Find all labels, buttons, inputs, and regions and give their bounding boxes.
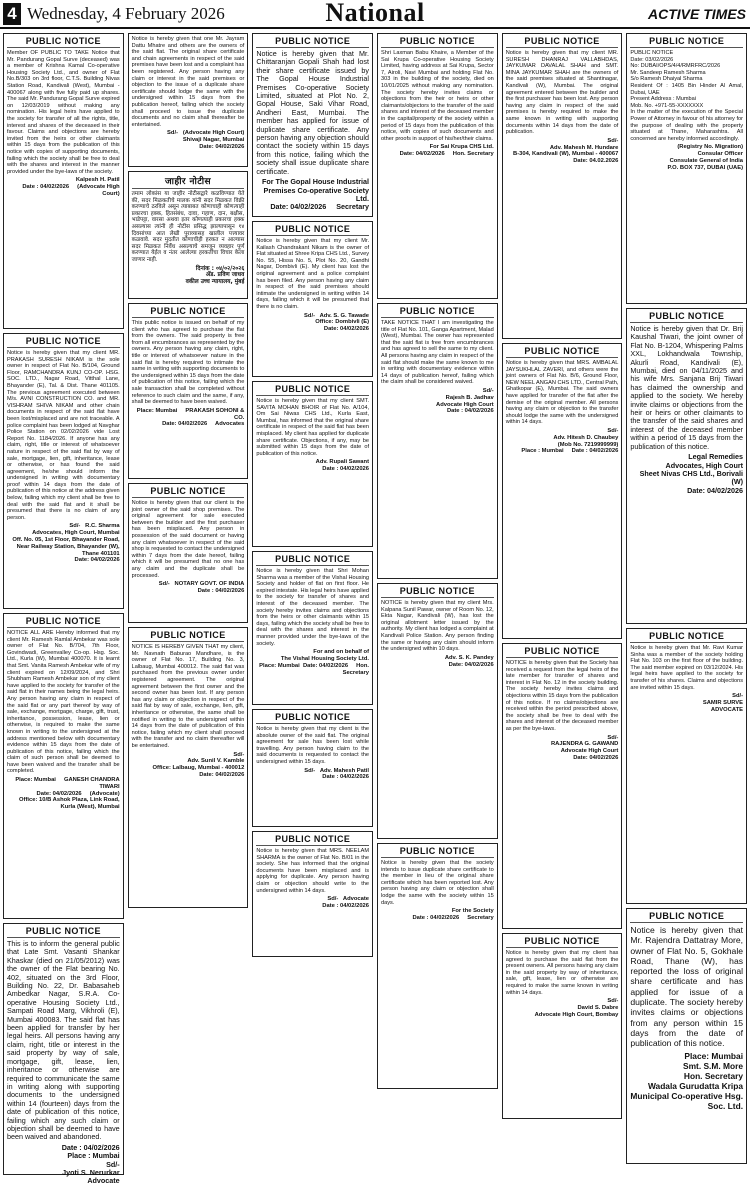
notice-signature: Sd/- Adv. Mahesh Patil Date : 04/02/2026	[304, 767, 370, 781]
public-notice	[502, 33, 623, 339]
notice-body: Notice is hereby given that Shri Mohan Sharma was a member of the Vishal Housing Society and holder of flat on first floor. He expired intestate. His legal heirs have applied to the society for transfer of shares and interest of the deceased member. The society hereby invites claims and objections from the heirs or other claimants within 15 days, failing which the society shall be free to deal with the shares and interest in the manner provided under the bye-laws of the society.	[256, 568, 371, 647]
notice-signature: Sd/- David S. Dabre Advocate High Court, Bombay	[534, 998, 619, 1018]
notice-title: PUBLIC NOTICE	[506, 936, 619, 948]
notice-body: Notice is hereby given that my client SMT. SAVITA MOHAN BHOIR of Flat No. A/104, Om Sai Niwas CHS Ltd., Kurla East, Mumbai, has informed that the original share certificate in respect of the said flat has been misplaced. My client has applied for duplicate share certificate. Objections, if any, may be submitted within 15 days from the date of publication of this notice.	[256, 398, 371, 457]
notice-body: Shri Laxman Babu Khaire, a Member of the Sai Krupa Co-operative Housing Society Limited, having address at Sai Krupa, Sector 7, Airoli, Navi Mumbai and holding Flat No. 303 in the building of the society, died on 10/01/2025 without making any nomination. The society hereby invites claims or objections from the heir or heirs or other claimants/objectors to the transfer of the said shares and interest of the deceased member in the capital/property of the society within a period of 15 days from the publication of this notice, with copies of such documents and other proofs in support of his/her/their claims.	[381, 50, 496, 142]
notice-title: PUBLIC NOTICE	[630, 631, 743, 643]
notice-signature: दिनांक : ०४/०२/२०२६ अ‍ॅड. प्रविण जाधव वकील उच्च न्यायालय, मुंबई	[185, 265, 245, 286]
public-notice	[377, 33, 498, 299]
notice-title: PUBLIC NOTICE	[381, 36, 494, 48]
notice-title: PUBLIC NOTICE	[630, 911, 743, 923]
notice-signature: (Registry No. Migration) Consular Officer Consulate General of India P.O. BOX 737, DUBAI (UAE)	[667, 144, 744, 171]
notice-body: Notice is hereby given that MRS. NEELAM SHARMA is the owner of Flat No. B/01 in the society. She has informed that the original documents have been misplaced and is applying for duplicate. Any person having claim or objection should write to the undersigned within 14 days.	[256, 848, 371, 894]
public-notice	[3, 333, 124, 609]
public-notice	[3, 923, 124, 1186]
notice-signature: Sd/- (Advocate High Court) Shivaji Nagar, Mumbai Date: 04/02/2026	[167, 130, 245, 150]
notice-title: PUBLIC NOTICE	[381, 846, 494, 858]
public-notice	[252, 33, 373, 217]
notice-title: PUBLIC NOTICE	[7, 926, 120, 938]
notice-title: PUBLIC NOTICE	[630, 36, 743, 48]
notice-signature: For Sai Krupa CHS Ltd. Date: 04/02/2026 Hon. Secretary	[399, 144, 494, 158]
notice-signature: For and on behalf of The Vishal Housing Society Ltd. Place: Mumbai Date: 04/02/2026 Hon. Secretary	[259, 649, 370, 676]
notice-title: PUBLIC NOTICE	[132, 306, 245, 318]
notice-body: Notice is hereby given that the society intends to issue duplicate share certificate to the member in lieu of the original share certificate which has been reported lost. Any person having any claim or objection shall lodge the same with the society within 15 days.	[381, 860, 496, 906]
notice-columns	[0, 29, 750, 1186]
notice-body: NOTICE IS HEREBY GIVEN THAT my client, Mr. Navnath Baburao Mandhare, is the owner of Flat No. 17, Building No. 3, Lalbaug, Mumbai 400012. The said flat was purchased from the previous owner under registered agreement. The original agreement between the first owner and the second owner has been lost. If any person has any claim or objection in respect of the said flat by way of sale, exchange, lien, gift, inheritance or otherwise, the same shall be notified in writing to the undersigned within 14 days from the date of publication of this notice, failing which my client shall proceed with the transfer and no claim thereafter will be entertained.	[131, 644, 246, 749]
notice-signature: For The Gopal House Industrial Premises Co-operative Society Ltd. Date: 04/02/2026 Secretary	[261, 177, 370, 212]
notice-signature: Sd/- Adv. Hitesh D. Chaubey (Mob No. 7219999999) Place : Mumbai Date : 04/02/2026	[521, 427, 619, 455]
notice-body: Member OF PUBLIC TO TAKE Notice that Mr. Pandurang Gopal Surve (deceased) was a member of Krishna Kamal Co-operative Housing Society Ltd., and owner of Flat No.B/303 on 3rd floor, C.T.S. Building Nivas Station Road, Kandivali (West), Mumbai - 400067 along with five fully paid up shares. The said Mr. Pandurang Gopal Surve expired on 12/03/2019 without making any nomination. His legal heirs have applied to the society for transfer of all the rights, title, interest and shares of the deceased in their favour. Claims and objections are hereby invited from the heirs or other claimants within 15 days from the publication of this notice with copies of supporting documents, failing which the society shall be free to deal with the shares and interest in the manner provided under the bye-laws of the society.	[7, 50, 122, 175]
public-notice	[128, 171, 249, 299]
notice-title: PUBLIC NOTICE	[132, 486, 245, 498]
notice-signature: Sd/- Advocate Date : 04/02/2026	[322, 896, 370, 909]
public-notice	[377, 843, 498, 1089]
notice-signature: Date : 04/02/2026 Place : Mumbai Sd/- Jyoti S. Nerurkar Advocate	[61, 1142, 120, 1186]
notice-title: PUBLIC NOTICE	[256, 384, 369, 396]
notice-body: Notice is hereby given that my client Mr. Kailash Chandrakant Nikam is the owner of Flat situated at Shree Kripa CHS Ltd., Survey No. 55, Hissa No. 5, Plot No. 20, Gandhi Nagar, Dombivli (E). My client has lost the original agreement and a police complaint has been filed. Any person having any claim in respect of the said premises should intimate the undersigned in writing within 14 days, failing which it will be presumed that there is no claim.	[256, 238, 371, 310]
public-notice	[252, 381, 373, 547]
column-6	[626, 33, 747, 1148]
notice-body: Notice is hereby given that Dr. Brij Kaushal Tiwari, the joint owner of Flat No. B-1204, Whispering Palms XXL, Lokhandwala Township, Akurli Road, Kandivali (E), Mumbai, died on 04/11/2025 and his wife Mrs. Sanjana Brij Tiwari has claimed the ownership and applied to the society. We hereby invite claims or objections from the heir or heirs or other claimants to the transfer of the said shares and interest of the deceased member within a period of 15 days from the publication of this notice.	[630, 324, 746, 451]
public-notice	[3, 613, 124, 919]
notice-title: PUBLIC NOTICE	[7, 616, 120, 628]
notice-body: This is to inform the general public that Late Smt. Vasanti Shankar Khaskar (died on 21/05/2012) was the owner of the Flat bearing No. 402, situated on the 3rd Floor, Building No. 22, Dr. Babasaheb Ambedkar Nagar, S.R.A. Co-operative Housing Society Ltd., Sampati Road Marg, Vikhroli (E), Mumbai 400083. The said flat has been applied for transfer by her legal heirs. All persons having any claim, right, title or interest in the said property by way of sale, mortgage, gift, lease, lien, inheritance or otherwise are required to communicate the same in writing along with supporting documents to the undersigned within 14 (fourteen) days from the date of publication of this notice, failing which any such claim or objection shall be deemed to have been waived and abandoned.	[7, 939, 122, 1142]
notice-signature: Sd/- Adv. S. G. Tawade Office: Dombivli (E) Date: 04/02/2026	[304, 312, 370, 333]
notice-signature: For the Society Date : 04/02/2026 Secretary	[412, 908, 494, 921]
notice-body: This public notice is issued on behalf of my client who has agreed to purchase the flat from the owners. The said property is free from all encumbrances as represented by the owners. Any person having any claim, right, title or interest of whatsoever nature in the said flat is hereby required to intimate the same in writing with supporting documents to the undersigned within 15 days from the date of publication of this notice, failing which the sale transaction shall be completed without reference to such claim and the same, if any, shall be deemed to have been waived.	[131, 320, 246, 406]
notice-signature: Sd/- Adv. Mahesh M. Hundare B-304, Kandivali (W), Mumbai - 400067 Date: 04.02.2026	[513, 137, 619, 165]
notice-body: NOTICE is hereby given that my client Mrs. Kalpana Sunil Pawar, owner of Room No. 12, Ekta Nagar, Kandivali (W), has lost the original allotment letter issued by the authority. My client has lodged a complaint at Kandivali Police Station. Any person finding the same or having any claim should inform the undersigned within 10 days.	[381, 600, 496, 653]
notice-title: PUBLIC NOTICE	[630, 311, 743, 323]
notice-title: PUBLIC NOTICE	[256, 834, 369, 846]
notice-body: Notice is hereby given that my client has agreed to purchase the said flat from the present owners. All persons having any claim in the said property by way of inheritance, sale, gift, lease, lien or otherwise are required to make the same known in writing within 14 days.	[505, 950, 620, 996]
masthead	[0, 0, 750, 29]
notice-body: TAKE NOTICE THAT I am investigating the title of Flat No. 101, Ganga Apartment, Malad (West), Mumbai. The owner has represented that the said flat is free from encumbrances and has agreed to sell the same to my client. All persons having any claim in respect of the said flat should make the same known to me in writing with documentary evidence within 14 days of publication hereof, failing which the claim shall be considered waived.	[381, 320, 496, 386]
notice-title: जाहीर नोटीस	[132, 174, 245, 189]
notice-signature: Sd/- NOTARY GOVT. OF INDIA Date : 04/02/2026	[158, 581, 245, 594]
public-notice	[128, 33, 249, 167]
public-notice	[626, 33, 747, 304]
column-3	[252, 33, 373, 1148]
notice-signature: Sd/- Adv. Sunil V. Kamble Office: Lalbaug, Mumbai - 400012 Date: 04/02/2026	[152, 751, 245, 778]
notice-title: PUBLIC NOTICE	[7, 36, 120, 48]
public-notice	[3, 33, 124, 329]
public-notice	[252, 221, 373, 377]
column-4	[377, 33, 498, 1148]
public-notice	[626, 308, 747, 624]
public-notice	[252, 551, 373, 705]
public-notice	[626, 908, 747, 1164]
column-2	[128, 33, 249, 1148]
notice-signature: Sd/- R.C. Sharma Advocates, High Court, Mumbai Off. No. 05, 1st Floor, Bhayander Road, Near Railway Station, Bhayander (W), Thane 401101 Date: 04/02/2026	[12, 523, 120, 564]
notice-body: Notice is hereby given that my client MR. PRAKASH SURESH NIKAM is the sole owner in respect of Flat No. B/104, Ground Floor, RAMCHANDRA KUNJ CO-OP. HSG. SOC. LTD., Nagar Road, Vitthal Lane, Bhayander (E), Tal. & Dist. Thane 401105. The previous agreement executed between M/s. AVNI CONSTRUCTION CO. and MR. VISHRAM SHIVA NIKAM and other chain documents in respect of the said flat have been lost/misplaced and are not traceable. A police complaint has been lodged at Navghar Police Station on 02/02/2026 vide Lost Report No. 1184/2026. If anyone has any claim, right, title or interest of whatsoever nature in respect of the said flat by way of sale, mortgage, lien, gift, inheritance, lease or otherwise, or has found the said agreement, he/she should inform the undersigned in writing with documentary proof within 14 days from the date of publication of this notice at the address given below, failing which my client shall be free to deal with the said flat and it shall be presumed that there is no claim of any person.	[7, 350, 122, 521]
public-notice	[252, 709, 373, 827]
public-notice	[128, 303, 249, 479]
notice-title: PUBLIC NOTICE	[256, 36, 369, 48]
notice-signature: Place: Mumbai GANESH CHANDRA TIWARI Date: 04/02/2026 (Advocate) Office: 10/B Ashok Plaza, Link Road, Kurla (West), Mumbai	[15, 777, 120, 811]
notice-body: Notice is hereby given that Mr. Rajendra Dattatray More, owner of Flat No. 5, Gokhale Road, Thane (W), has reported the loss of original share certificate and has applied for issue of a duplicate. The society hereby invites claims or objections from any person within 15 days from the date of publication of this notice.	[630, 925, 746, 1049]
notice-signature: Sd/- Rajesh B. Jadhav Advocate High Court Date : 04/02/2026	[436, 387, 494, 415]
column-1	[3, 33, 124, 1186]
notice-title: PUBLIC NOTICE	[506, 346, 619, 358]
section-title: National	[325, 0, 425, 27]
column-5	[502, 33, 623, 1148]
notice-title: PUBLIC NOTICE	[132, 630, 245, 642]
notice-title: PUBLIC NOTICE	[256, 712, 369, 724]
public-notice	[502, 343, 623, 639]
notice-body: तमाम लोकांस या जाहीर नोटीसद्वारे कळविण्यात येते की, सदर मिळकतीचे मालक यांनी सदर मिळकत विक्री करण्याचे ठरविले असून त्याबाबत कोणाचाही कोणत्याही प्रकारचा हक्क, हितसंबंध, दावा, गहाण, दान, बक्षीस, भाडेपट्टा, वारसा अथवा इतर कोणत्याही प्रकारचा हक्क असल्यास त्यांनी ही नोटीस प्रसिद्ध झाल्यापासून १४ दिवसांच्या आत लेखी पुराव्यासह खालील पत्त्यावर कळवावे. सदर मुदतीत कोणाचीही हरकत न आल्यास सदर मिळकत निर्वेध असल्याचे समजून व्यवहार पूर्ण करण्यात येईल व नंतर आलेल्या हरकतींचा विचार केला जाणार नाही.	[131, 191, 247, 263]
notice-signature: Sd/- RAJENDRA G. GAWAND Advocate High Court Date: 04/02/2026	[550, 734, 619, 761]
notice-title: PUBLIC NOTICE	[381, 586, 494, 598]
notice-body: NOTICE is hereby given that the Society has received a request from the legal heirs of the late member for transfer of shares and interest in Flat No. 12 in the society building. The society hereby invites claims and objections within 15 days from the publication of this notice. If no claims/objections are received within the period prescribed above, the society shall be free to deal with the shares and interest of the deceased member as per the bye-laws.	[505, 660, 620, 732]
notice-title: PUBLIC NOTICE	[256, 554, 369, 566]
issue-date: Wednesday, 4 February 2026	[27, 3, 225, 23]
public-notice	[252, 831, 373, 957]
public-notice	[128, 627, 249, 908]
notice-signature: Kalpesh H. Patil Date : 04/02/2026 (Advocate High Court)	[22, 177, 120, 197]
public-notice	[377, 583, 498, 839]
notice-body: Notice is hereby given that one Mr. Jayram Dattu Mhatre and others are the owners of the said flat. The original share certificate and chain agreements in respect of the said premises have been lost and a complaint has been registered. Any person having any claim or interest in the said premises or objection to the issue of a duplicate share certificate should lodge the same with the undersigned within 15 days from the publication hereof, failing which the society shall proceed to issue the duplicate documents and no claim shall thereafter be entertained.	[131, 36, 246, 128]
public-notice	[626, 628, 747, 904]
notice-signature: Adv. Rupali Sawant Date : 04/02/2026	[315, 459, 370, 473]
notice-body: PUBLIC NOTICE Date: 03/02/2026 No: DUBAI/OPS/4/4/RMRFRC/2026 Mr. Sandeep Ramesh Sharma S/o Ramesh Dhaiyal Sharma Resident Of : 1405 Bin Hinder Al Amal, Dubai, UAE Present Address : Mumbai Mob. No. +971-55-XXXXXXX In the matter of the execution of the Special Power of Attorney in favour of his attorney for the purpose of dealing with the property situated at Thane, Maharashtra. All concerned are hereby informed accordingly.	[630, 50, 744, 142]
brand-logo: ACTIVE TIMES	[647, 5, 746, 22]
notice-body: NOTICE ALL ARE Hereby informed that my client Mr. Ramesh Ramlal Ambekar was sole owner of Flat No. B/704, 7th Floor, Govindwadi, Greenvalley Co-op. Hsg. Soc. Ltd., Kurla (W), Mumbai 400070. It is learnt that Smt. Vanita Ramesh Ambekar wife of my client expired on 12/09/2024, and Shri Shubham Ramesh Ambekar son of my client have applied to the society for transfer of the said flat in their names being the legal heirs. Any person having any claim in respect of the said flat or any part thereof by way of sale, exchange, mortgage, charge, gift, trust, inheritance, possession, lease, lien or otherwise, is required to make the same known in writing to the undersigned at the address mentioned below with documentary evidence within 15 days from the date of publication of this notice, failing which the claim of such person shall be deemed to have been waived and the transfer shall be completed.	[7, 630, 122, 775]
notice-signature: Adv. S. K. Pandey Date: 04/02/2026	[444, 654, 494, 668]
notice-body: Notice is hereby given that Mr. Ravi Kumar Sinha was a member of the society holding Flat No. 103 on the first floor of the building. The said member expired on 03/12/2024. His legal heirs have applied to the society for transfer of his shares. Claims and objections are invited within 15 days.	[630, 645, 745, 691]
notice-title: PUBLIC NOTICE	[256, 224, 369, 236]
notice-body: Notice is hereby given that MRS. AMBALAL JAYSUKHLAL ZAVERI, and others were the joint owners of Flat No. B/6, Ground Floor, NEW NEEL ANGAN CHS LTD., Central Path, Ghatkopar (E), Mumbai. The said owners have applied for transfer of the flat after the demise of the original member. All persons having any claim or objection to the transfer should lodge the same with the undersigned within 14 days.	[505, 360, 620, 426]
public-notice	[377, 303, 498, 579]
public-notice	[502, 643, 623, 929]
notice-body: Notice is hereby given that Mr. Chittaranjan Gopali Shah had lost their share certificate issued by The Gopal House Industrial Premises Co-operative Society Limited, situated at Plot No. 2, Gopal House, Saki Vihar Road, Andheri East, Mumbai. The member has applied for issue of duplicate share certificate. Any person having any objection should contact the society within 15 days from this notice, failing which the society shall issue duplicate share certificate.	[256, 49, 372, 176]
notice-signature: Legal Remedies Advocates, High Court Sheet Nivas CHS Ltd., Borivali (W) Date: 04/02/2026	[639, 452, 744, 495]
notice-body: Notice is hereby given that my client is the absolute owner of the said flat. The original agreement for sale has been lost while travelling. Any person having claim to the said documents is requested to contact the undersigned within 15 days.	[256, 726, 371, 765]
notice-signature: Place: Mumbai PRAKASH SOHONI & CO. Date: 04/02/2026 Advocates	[136, 407, 245, 428]
notice-body: Notice is hereby given that my client MR. SURESH DHANRAJ VALLABHDAS, JAYKUMAR DAVALAL SHAH and SMT. MINA JAYKUMAR SHAH are the owners of the said premises situated at Shantinagar, Kandivali (W), Mumbai. The original agreement entered between the builder and the first purchaser has been lost. Any person having any claim in respect of the said premises is hereby required to make the same known in writing with supporting documents within 14 days from the date of publication.	[505, 50, 620, 136]
public-notice	[128, 483, 249, 623]
notice-signature: Sd/- SAMIR SURVE ADVOCATE	[702, 693, 744, 713]
notice-body: Notice is hereby given that our client is the joint owner of the said shop premises. The original agreement for sale executed between the builder and the first purchaser has been misplaced. Any person in possession of the said document or having any claim whatsoever in respect of the said shop is requested to contact the undersigned within 7 days from the date hereof, failing which it will be presumed that no one has any claim and the duplicate shall be processed.	[131, 500, 246, 579]
page-number: 4	[3, 3, 21, 25]
notice-title: PUBLIC NOTICE	[506, 646, 619, 658]
notice-signature: Place: Mumbai Smt. S.M. More Hon. Secretary Wadala Gurudatta Kripa Municipal Co-operative Hsg. Soc. Ltd.	[630, 1050, 744, 1111]
notice-title: PUBLIC NOTICE	[381, 306, 494, 318]
notice-title: PUBLIC NOTICE	[7, 336, 120, 348]
notice-title: PUBLIC NOTICE	[506, 36, 619, 48]
public-notice	[502, 933, 623, 1119]
